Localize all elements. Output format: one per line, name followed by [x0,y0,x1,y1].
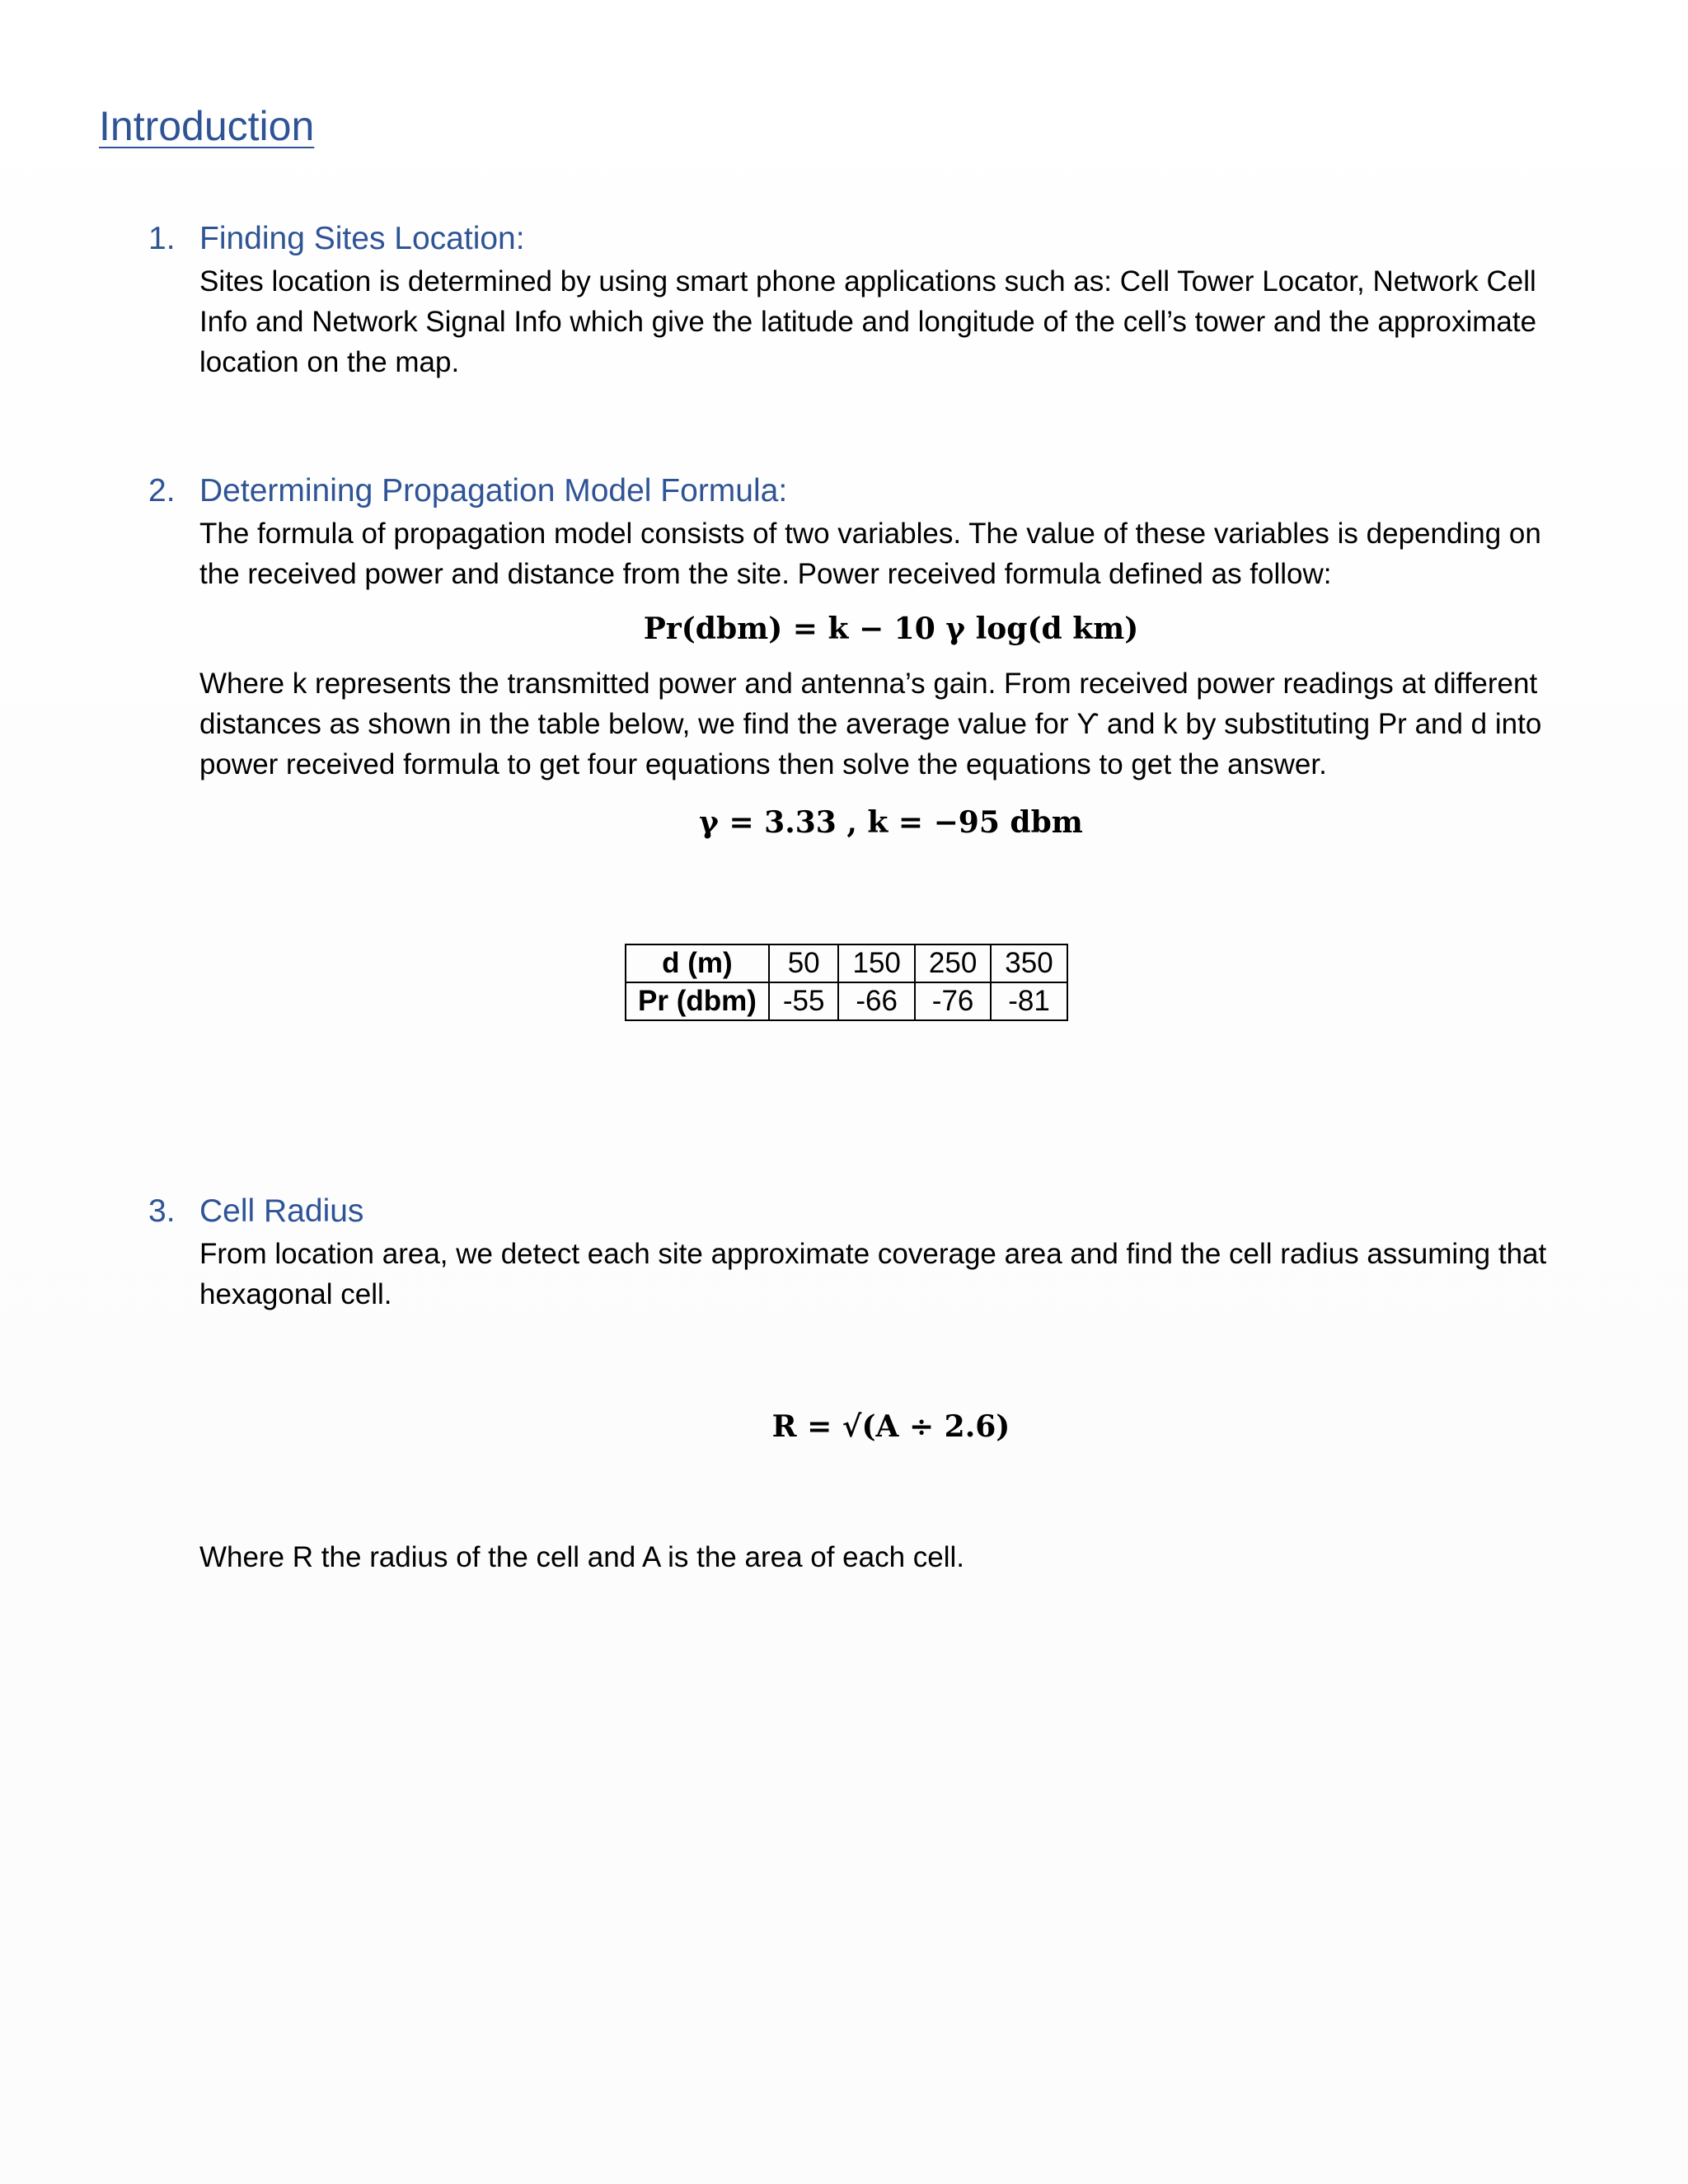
table-cell: 150 [838,944,914,982]
document-title: Introduction [99,103,315,149]
section-number: 3. [148,1193,176,1229]
section-finding-sites-location [148,217,1582,382]
table-cell: -66 [838,982,914,1020]
section-paragraph: From location area, we detect each site approximate coverage area and find the cell radius assuming that hexagonal cell. [199,1238,1547,1310]
readings-table [625,944,1068,1021]
section-paragraph: The formula of propagation model consists of two variables. The value of these variables is depending on the received power and distance from the site. Power received formula defined as follow: [199,518,1541,590]
section-number: 2. [148,473,176,509]
table-cell: -55 [769,982,839,1020]
table-cell: -81 [991,982,1067,1020]
section-paragraph: Where k represents the transmitted power and antenna’s gain. From received power readings at different distances as shown in the table below, we find the average value for ϒ and k by substituting Pr and d into power received formula to get four equations then solve the equations to get the answer. [199,668,1542,780]
section-paragraph: Where R the radius of the cell and A is the area of each cell. [199,1541,965,1573]
table-cell: 50 [769,944,839,982]
cell-radius-formula: R = √(A ÷ 2.6) [771,1409,1010,1444]
section-title: Cell Radius [199,1193,364,1229]
section-paragraph: Sites location is determined by using smart phone applications such as: Cell Tower Locator, Network Cell Info and Network Signal Info which give the latitude and longitude of the cell’s tower and the approximate location on the map. [199,265,1537,378]
table-row [626,944,1067,982]
table-row [626,982,1067,1020]
table-cell: -76 [915,982,991,1020]
section-title: Determining Propagation Model Formula: [199,473,788,509]
section-heading [148,1189,1582,1234]
section-propagation-model [148,469,1582,844]
table-cell: 350 [991,944,1067,982]
section-number: 1. [148,221,176,256]
power-received-formula: Pr(dbm) = k − 10 γ log(d km) [643,612,1139,646]
section-title: Finding Sites Location: [199,221,525,256]
section-heading [148,217,1582,261]
section-heading [148,469,1582,513]
table-cell: 250 [915,944,991,982]
table-row-header: Pr (dbm) [626,982,769,1020]
result-formula: γ = 3.33 , k = −95 dbm [699,805,1083,840]
section-cell-radius [148,1189,1582,1577]
table-row-header: d (m) [626,944,769,982]
